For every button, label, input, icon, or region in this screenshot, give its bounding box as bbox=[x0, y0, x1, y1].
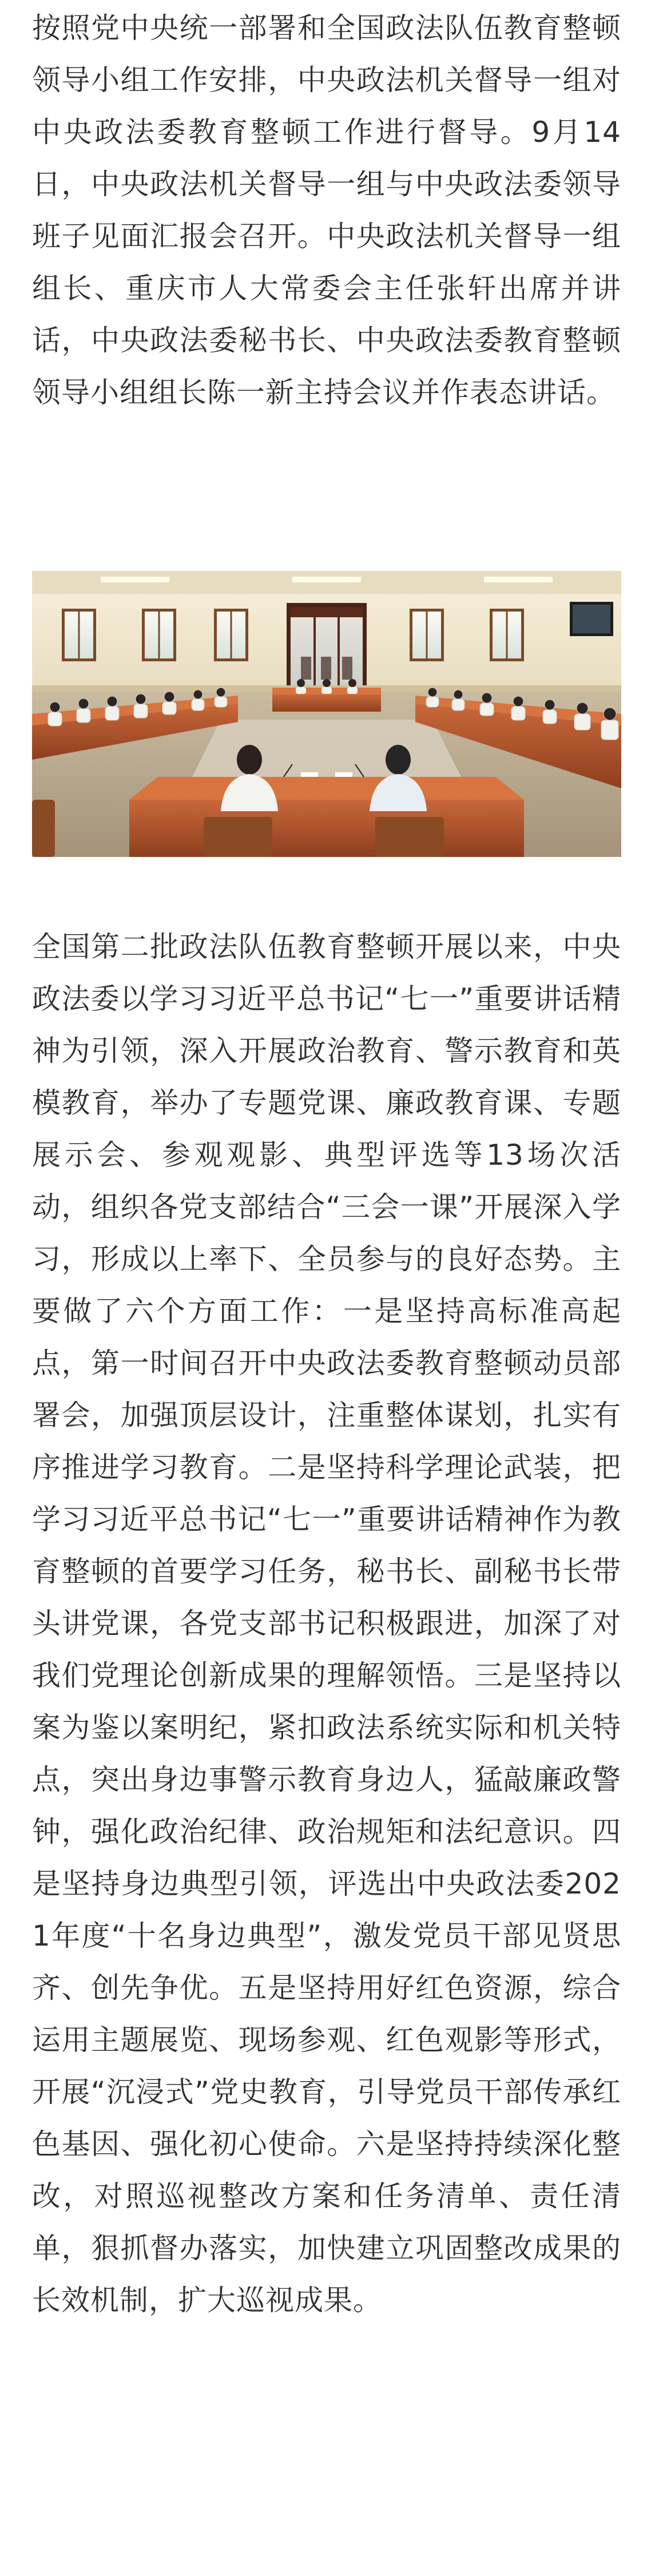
window-left-1 bbox=[62, 609, 96, 661]
meeting-room-photo bbox=[32, 571, 621, 857]
window-left-3 bbox=[214, 609, 248, 661]
window-left-2 bbox=[142, 609, 176, 661]
article-paragraph-intro: 按照党中央统一部署和全国政法队伍教育整顿领导小组工作安排，中央政法机关督导一组对中央政法委教育整顿工作进行督导。9月14日，中央政法机关督导一组与中央政法委领导班子见面汇报会召开。中央政法机关督导一组组长、重庆市人大常委会主任张轩出席并讲话，中央政法委秘书长、中央政法委教育整顿领导小组组长陈一新主持会议并作表态讲话。 bbox=[32, 11, 621, 409]
article-paragraph-main: 全国第二批政法队伍教育整顿开展以来，中央政法委以学习习近平总书记“七一”重要讲话精神为引领，深入开展政治教育、警示教育和英模教育，举办了专题党课、廉政教育课、专题展示会、参观观影、典型评选等13场次活动，组织各党支部结合“三会一课”开展深入学习，形成以上率下、全员参与的良好态势。主要做了六个方面工作：一是坚持高标准高起点，第一时间召开中央政法委教育整顿动员部署会，加强顶层设计，注重整体谋划，扎实有序推进学习教育。二是坚持科学理论武装，把学习习近平总书记“七一”重要讲话精神作为教育整顿的首要学习任务，秘书长、副秘书长带头讲党课，各党支部书记积极跟进，加深了对我们党理论创新成果的理解领悟。三是坚持以案为鉴以案明纪，紧扣政法系统实际和机关特点，突出身边事警示教育身边人，猛敲廉政警钟，强化政治纪律、政治规矩和法纪意识。四是坚持身边典型引领，评选出中央政法委2021年度“十名身边典型”，激发党员干部见贤思齐、创先争优。五是坚持用好红色资源，综合运用主题展览、现场参观、红色观影等形式，开展“沉浸式”党史教育，引导党员干部传承红色基因、强化初心使命。六是坚持持续深化整改，对照巡视整改方案和任务清单、责任清单，狠抓督办落实，加快建立巩固整改成果的长效机制，扩大巡视成果。 bbox=[32, 930, 621, 2317]
window-right-2 bbox=[490, 609, 524, 661]
window-right-1 bbox=[410, 609, 444, 661]
near-table bbox=[129, 777, 524, 857]
central-door bbox=[287, 603, 367, 689]
